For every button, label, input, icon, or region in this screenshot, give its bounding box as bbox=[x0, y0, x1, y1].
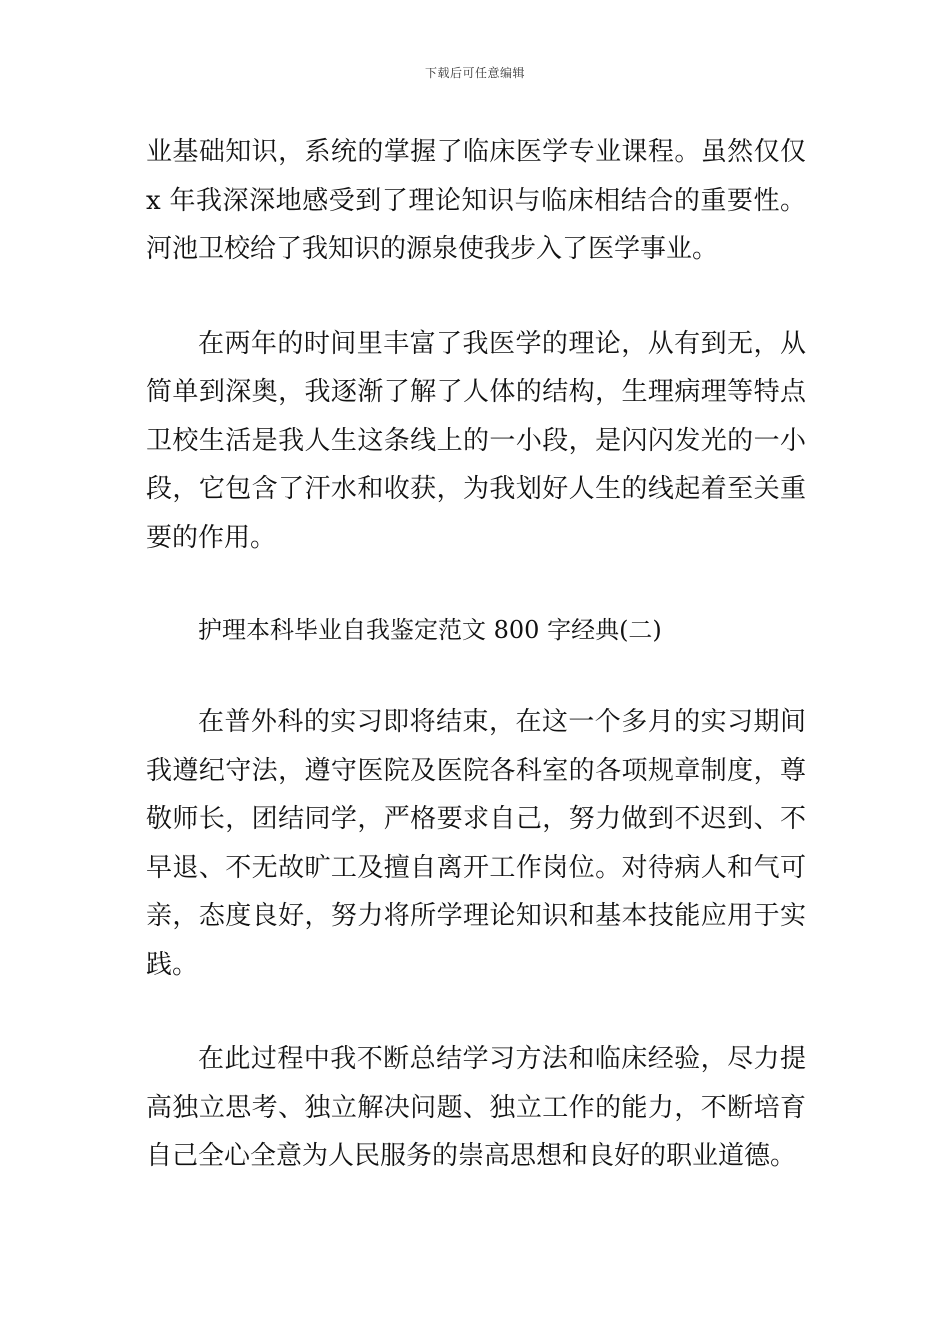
paragraph: 在普外科的实习即将结束，在这一个多月的实习期间我遵纪守法，遵守医院及医院各科室的各项规章制度，尊敬师长，团结同学，严格要求自己，努力做到不迟到、不早退、不无故旷工及擅自离开工作岗位。对待病人和气可亲，态度良好，努力将所学理论知识和基本技能应用于实践。 bbox=[146, 707, 806, 980]
paragraph: 在两年的时间里丰富了我医学的理论，从有到无，从简单到深奥，我逐渐了解了人体的结构，生理病理等特点卫校生活是我人生这条线上的一小段，是闪闪发光的一小段，它包含了汗水和收获，为我划好人生的线起着至关重要的作用。 bbox=[146, 328, 806, 553]
page-header: 下载后可任意编辑 bbox=[424, 66, 525, 80]
document-body bbox=[146, 128, 806, 1181]
paragraph-continuation: 业基础知识，系统的掌握了临床医学专业课程。虽然仅仅 x 年我深深地感受到了理论知识与临床相结合的重要性。河池卫校给了我知识的源泉使我步入了医学事业。 bbox=[146, 137, 806, 264]
paragraph: 在此过程中我不断总结学习方法和临床经验，尽力提高独立思考、独立解决问题、独立工作的能力，不断培育自己全心全意为人民服务的崇高思想和良好的职业道德。 bbox=[146, 1044, 806, 1171]
section-heading: 护理本科毕业自我鉴定范文 800 字经典(二) bbox=[198, 616, 662, 644]
